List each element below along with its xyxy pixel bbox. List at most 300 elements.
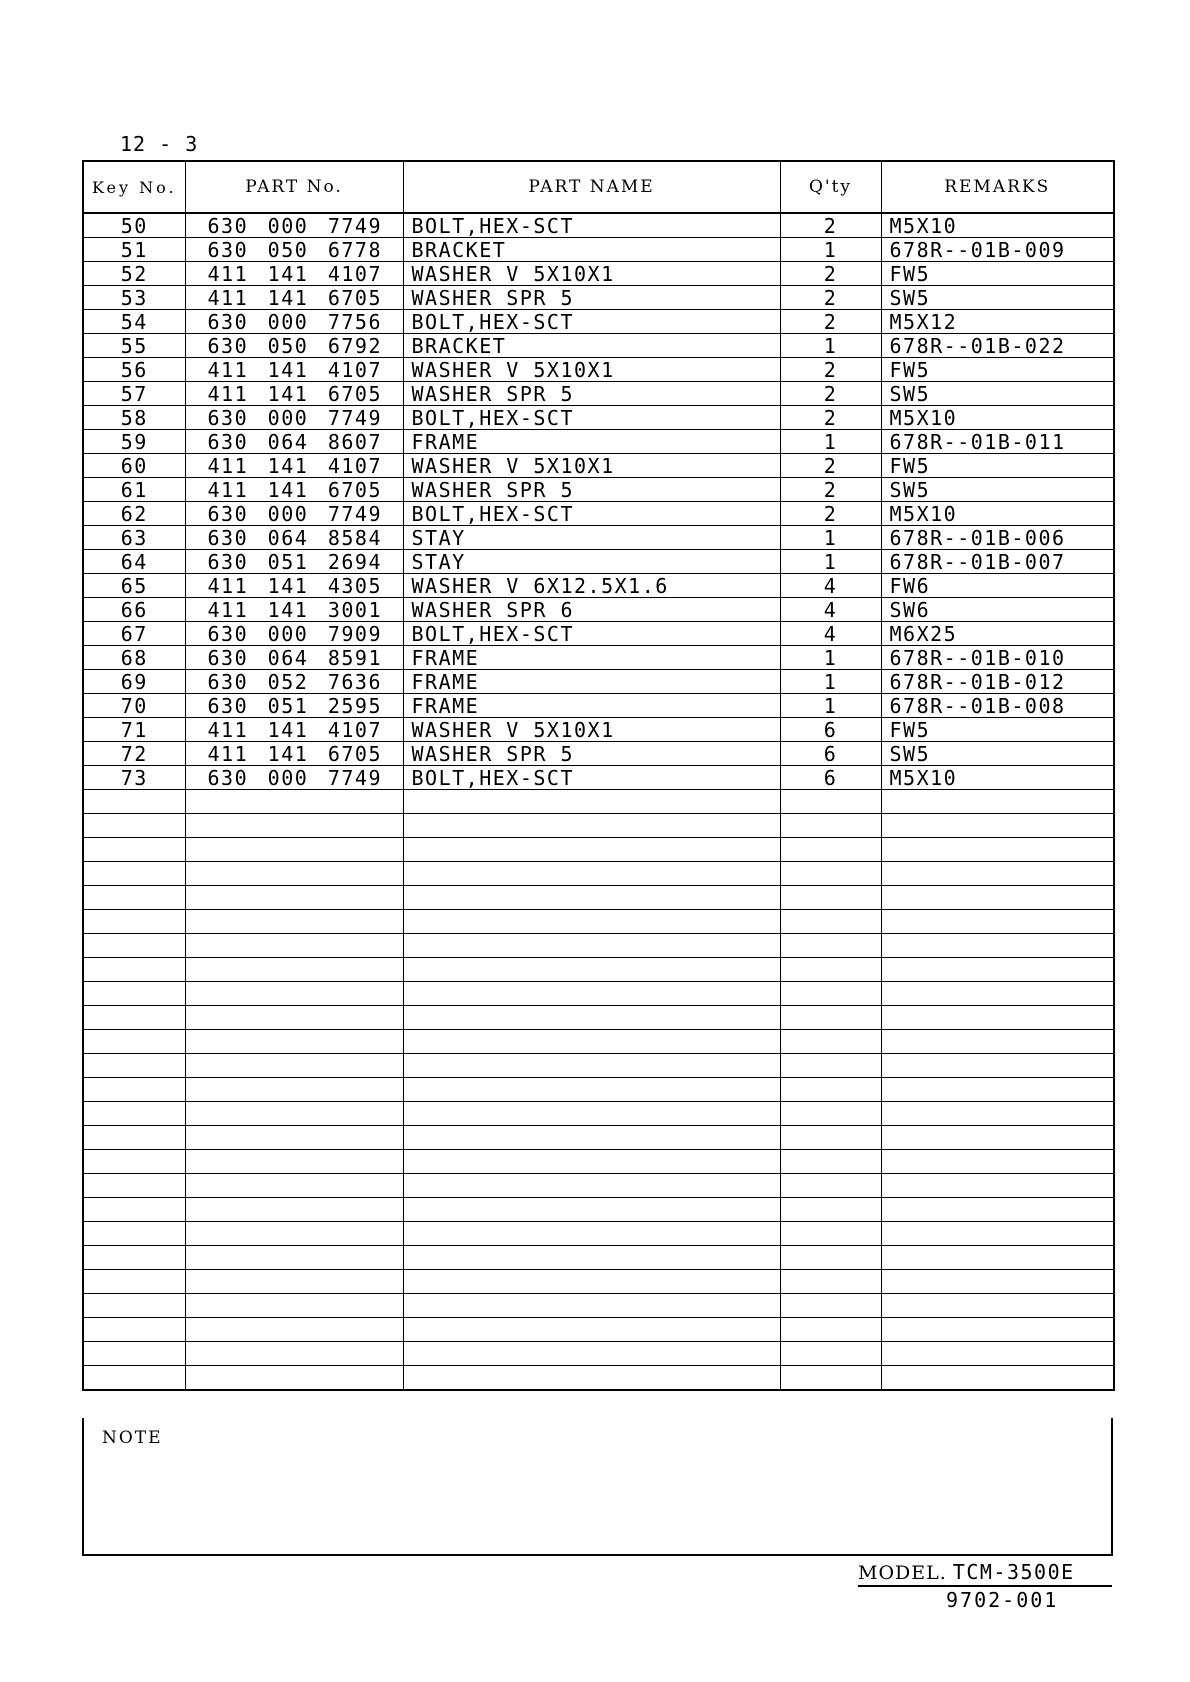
qty-cell — [780, 790, 881, 814]
qty-cell: 1 — [780, 334, 881, 358]
remarks-cell: 678R--01B-010 — [881, 646, 1114, 670]
table-row — [83, 910, 1114, 934]
key-no-cell: 67 — [83, 622, 185, 646]
key-no-cell: 60 — [83, 454, 185, 478]
part-no-cell — [185, 838, 403, 862]
part-no-cell — [185, 886, 403, 910]
header-key-no: Key No. — [83, 161, 185, 213]
part-name-cell — [403, 982, 780, 1006]
part-name-cell: BOLT,HEX-SCT — [403, 310, 780, 334]
part-name-cell: STAY — [403, 550, 780, 574]
part-no-cell — [185, 790, 403, 814]
part-name-cell — [403, 862, 780, 886]
model-label: MODEL. — [858, 1562, 947, 1584]
part-no-cell — [185, 1030, 403, 1054]
part-name-cell: BOLT,HEX-SCT — [403, 406, 780, 430]
part-name-cell: STAY — [403, 526, 780, 550]
qty-cell: 6 — [780, 718, 881, 742]
qty-cell — [780, 838, 881, 862]
part-no-cell: 630 000 7749 — [185, 766, 403, 790]
qty-cell — [780, 1270, 881, 1294]
part-name-cell: WASHER SPR 6 — [403, 598, 780, 622]
part-no-cell: 411 141 6705 — [185, 286, 403, 310]
part-no-cell: 630 064 8607 — [185, 430, 403, 454]
part-no-cell — [185, 1054, 403, 1078]
part-no-cell: 630 051 2694 — [185, 550, 403, 574]
key-no-cell: 51 — [83, 238, 185, 262]
part-name-cell: BOLT,HEX-SCT — [403, 766, 780, 790]
qty-cell — [780, 1294, 881, 1318]
key-no-cell: 65 — [83, 574, 185, 598]
key-no-cell: 70 — [83, 694, 185, 718]
table-row — [83, 814, 1114, 838]
table-row — [83, 862, 1114, 886]
note-label: NOTE — [102, 1428, 163, 1448]
remarks-cell — [881, 1270, 1114, 1294]
remarks-cell — [881, 1078, 1114, 1102]
key-no-cell — [83, 1150, 185, 1174]
part-name-cell: WASHER SPR 5 — [403, 742, 780, 766]
part-no-cell — [185, 958, 403, 982]
remarks-cell — [881, 1126, 1114, 1150]
key-no-cell — [83, 1030, 185, 1054]
key-no-cell: 66 — [83, 598, 185, 622]
part-name-cell — [403, 1246, 780, 1270]
key-no-cell — [83, 1342, 185, 1366]
key-no-cell — [83, 958, 185, 982]
part-name-cell — [403, 910, 780, 934]
part-name-cell: FRAME — [403, 694, 780, 718]
part-name-cell: WASHER V 6X12.5X1.6 — [403, 574, 780, 598]
remarks-cell — [881, 1342, 1114, 1366]
remarks-cell: FW5 — [881, 262, 1114, 286]
remarks-cell: M5X10 — [881, 766, 1114, 790]
part-name-cell — [403, 1174, 780, 1198]
part-name-cell — [403, 814, 780, 838]
table-row — [83, 1102, 1114, 1126]
header-qty: Q'ty — [780, 161, 881, 213]
qty-cell: 2 — [780, 358, 881, 382]
table-row — [83, 1342, 1114, 1366]
part-name-cell: FRAME — [403, 646, 780, 670]
part-no-cell — [185, 1366, 403, 1391]
remarks-cell — [881, 982, 1114, 1006]
table-row — [83, 1198, 1114, 1222]
remarks-cell — [881, 1366, 1114, 1391]
key-no-cell: 59 — [83, 430, 185, 454]
qty-cell — [780, 1222, 881, 1246]
part-no-cell: 411 141 4305 — [185, 574, 403, 598]
table-row — [83, 310, 1114, 334]
table-row — [83, 1054, 1114, 1078]
qty-cell: 2 — [780, 502, 881, 526]
part-no-cell — [185, 1126, 403, 1150]
remarks-cell: SW5 — [881, 742, 1114, 766]
qty-cell — [780, 1246, 881, 1270]
key-no-cell — [83, 1102, 185, 1126]
qty-cell: 1 — [780, 670, 881, 694]
remarks-cell: M5X12 — [881, 310, 1114, 334]
part-no-cell — [185, 1198, 403, 1222]
remarks-cell — [881, 1054, 1114, 1078]
table-row — [83, 886, 1114, 910]
part-name-cell — [403, 1054, 780, 1078]
table-row — [83, 430, 1114, 454]
remarks-cell — [881, 886, 1114, 910]
key-no-cell — [83, 1174, 185, 1198]
key-no-cell: 62 — [83, 502, 185, 526]
part-name-cell: BOLT,HEX-SCT — [403, 213, 780, 238]
qty-cell — [780, 1078, 881, 1102]
qty-cell — [780, 1150, 881, 1174]
qty-cell — [780, 958, 881, 982]
qty-cell: 1 — [780, 550, 881, 574]
key-no-cell: 57 — [83, 382, 185, 406]
table-row — [83, 838, 1114, 862]
qty-cell: 2 — [780, 286, 881, 310]
qty-cell — [780, 1054, 881, 1078]
remarks-cell — [881, 910, 1114, 934]
part-name-cell: FRAME — [403, 670, 780, 694]
qty-cell — [780, 814, 881, 838]
remarks-cell — [881, 1246, 1114, 1270]
key-no-cell — [83, 1006, 185, 1030]
qty-cell: 1 — [780, 694, 881, 718]
key-no-cell — [83, 1198, 185, 1222]
remarks-cell: M5X10 — [881, 213, 1114, 238]
part-no-cell — [185, 1246, 403, 1270]
part-name-cell — [403, 1270, 780, 1294]
part-no-cell: 630 000 7749 — [185, 406, 403, 430]
remarks-cell — [881, 862, 1114, 886]
part-name-cell — [403, 1126, 780, 1150]
remarks-cell — [881, 1150, 1114, 1174]
part-no-cell: 411 141 4107 — [185, 718, 403, 742]
remarks-cell: M5X10 — [881, 502, 1114, 526]
doc-number: 9702-001 — [946, 1588, 1059, 1612]
key-no-cell — [83, 862, 185, 886]
remarks-cell: 678R--01B-007 — [881, 550, 1114, 574]
table-row — [83, 238, 1114, 262]
part-no-cell: 630 064 8584 — [185, 526, 403, 550]
table-row — [83, 550, 1114, 574]
qty-cell: 4 — [780, 574, 881, 598]
part-no-cell — [185, 1150, 403, 1174]
table-row — [83, 574, 1114, 598]
qty-cell — [780, 1174, 881, 1198]
part-name-cell: WASHER SPR 5 — [403, 286, 780, 310]
table-row — [83, 454, 1114, 478]
part-no-cell — [185, 1318, 403, 1342]
remarks-cell — [881, 814, 1114, 838]
key-no-cell: 71 — [83, 718, 185, 742]
model-line — [858, 1560, 1112, 1587]
remarks-cell — [881, 1294, 1114, 1318]
table-row — [83, 526, 1114, 550]
qty-cell: 1 — [780, 238, 881, 262]
qty-cell: 2 — [780, 310, 881, 334]
table-row — [83, 358, 1114, 382]
part-name-cell — [403, 934, 780, 958]
part-no-cell: 411 141 6705 — [185, 742, 403, 766]
part-name-cell — [403, 790, 780, 814]
table-row — [83, 286, 1114, 310]
part-name-cell — [403, 1198, 780, 1222]
table-row — [83, 1150, 1114, 1174]
key-no-cell — [83, 1366, 185, 1391]
qty-cell — [780, 1198, 881, 1222]
key-no-cell: 68 — [83, 646, 185, 670]
qty-cell — [780, 1006, 881, 1030]
table-row — [83, 1030, 1114, 1054]
key-no-cell — [83, 790, 185, 814]
remarks-cell: FW5 — [881, 358, 1114, 382]
qty-cell: 4 — [780, 622, 881, 646]
table-row — [83, 742, 1114, 766]
key-no-cell: 56 — [83, 358, 185, 382]
part-no-cell — [185, 1270, 403, 1294]
qty-cell: 4 — [780, 598, 881, 622]
remarks-cell — [881, 838, 1114, 862]
part-no-cell — [185, 934, 403, 958]
key-no-cell — [83, 886, 185, 910]
table-row — [83, 1366, 1114, 1391]
part-name-cell: WASHER V 5X10X1 — [403, 718, 780, 742]
table-row — [83, 622, 1114, 646]
part-no-cell — [185, 910, 403, 934]
table-row — [83, 262, 1114, 286]
key-no-cell — [83, 1054, 185, 1078]
qty-cell: 1 — [780, 646, 881, 670]
remarks-cell — [881, 1198, 1114, 1222]
part-no-cell — [185, 1222, 403, 1246]
part-name-cell — [403, 838, 780, 862]
table-row — [83, 1270, 1114, 1294]
table-row — [83, 670, 1114, 694]
remarks-cell: 678R--01B-008 — [881, 694, 1114, 718]
key-no-cell — [83, 1078, 185, 1102]
table-row — [83, 646, 1114, 670]
part-name-cell — [403, 1294, 780, 1318]
table-row — [83, 502, 1114, 526]
part-name-cell — [403, 1222, 780, 1246]
remarks-cell — [881, 1030, 1114, 1054]
key-no-cell: 69 — [83, 670, 185, 694]
part-name-cell — [403, 886, 780, 910]
qty-cell — [780, 1342, 881, 1366]
qty-cell — [780, 982, 881, 1006]
remarks-cell: 678R--01B-011 — [881, 430, 1114, 454]
part-no-cell: 411 141 4107 — [185, 262, 403, 286]
header-part-no: PART No. — [185, 161, 403, 213]
table-header-row — [83, 161, 1114, 213]
part-name-cell — [403, 1366, 780, 1391]
header-part-name: PART NAME — [403, 161, 780, 213]
table-row — [83, 1174, 1114, 1198]
key-no-cell: 52 — [83, 262, 185, 286]
key-no-cell — [83, 934, 185, 958]
remarks-cell: FW5 — [881, 454, 1114, 478]
remarks-cell: 678R--01B-006 — [881, 526, 1114, 550]
qty-cell: 2 — [780, 382, 881, 406]
table-row — [83, 406, 1114, 430]
remarks-cell: SW6 — [881, 598, 1114, 622]
qty-cell — [780, 886, 881, 910]
key-no-cell — [83, 982, 185, 1006]
table-row — [83, 1222, 1114, 1246]
part-name-cell: WASHER SPR 5 — [403, 382, 780, 406]
remarks-cell: 678R--01B-012 — [881, 670, 1114, 694]
part-no-cell — [185, 1006, 403, 1030]
remarks-cell — [881, 1318, 1114, 1342]
part-name-cell: FRAME — [403, 430, 780, 454]
part-no-cell: 411 141 6705 — [185, 382, 403, 406]
qty-cell: 6 — [780, 766, 881, 790]
table-row — [83, 790, 1114, 814]
remarks-cell: SW5 — [881, 382, 1114, 406]
remarks-cell: SW5 — [881, 286, 1114, 310]
table-row — [83, 1246, 1114, 1270]
table-row — [83, 766, 1114, 790]
part-name-cell: WASHER V 5X10X1 — [403, 262, 780, 286]
remarks-cell — [881, 790, 1114, 814]
part-no-cell: 630 051 2595 — [185, 694, 403, 718]
part-no-cell: 630 064 8591 — [185, 646, 403, 670]
key-no-cell: 72 — [83, 742, 185, 766]
remarks-cell: M5X10 — [881, 406, 1114, 430]
table-row — [83, 694, 1114, 718]
part-no-cell: 411 141 4107 — [185, 454, 403, 478]
key-no-cell — [83, 1318, 185, 1342]
note-box — [82, 1418, 1113, 1556]
key-no-cell: 55 — [83, 334, 185, 358]
table-row — [83, 1078, 1114, 1102]
part-no-cell: 630 000 7749 — [185, 502, 403, 526]
table-row — [83, 934, 1114, 958]
part-name-cell — [403, 1078, 780, 1102]
part-name-cell — [403, 1006, 780, 1030]
parts-table — [82, 160, 1115, 1391]
part-no-cell — [185, 982, 403, 1006]
qty-cell: 2 — [780, 478, 881, 502]
part-name-cell: BRACKET — [403, 238, 780, 262]
key-no-cell — [83, 838, 185, 862]
key-no-cell: 61 — [83, 478, 185, 502]
part-no-cell: 411 141 6705 — [185, 478, 403, 502]
part-name-cell: WASHER SPR 5 — [403, 478, 780, 502]
part-no-cell: 630 050 6792 — [185, 334, 403, 358]
part-name-cell: WASHER V 5X10X1 — [403, 454, 780, 478]
remarks-cell — [881, 934, 1114, 958]
table-row — [83, 1126, 1114, 1150]
part-no-cell — [185, 1174, 403, 1198]
qty-cell: 2 — [780, 454, 881, 478]
part-no-cell: 411 141 4107 — [185, 358, 403, 382]
qty-cell — [780, 934, 881, 958]
key-no-cell — [83, 1246, 185, 1270]
key-no-cell — [83, 814, 185, 838]
part-name-cell — [403, 1342, 780, 1366]
part-no-cell — [185, 1078, 403, 1102]
part-name-cell — [403, 1030, 780, 1054]
table-row — [83, 382, 1114, 406]
qty-cell: 1 — [780, 430, 881, 454]
key-no-cell — [83, 1126, 185, 1150]
remarks-cell: FW6 — [881, 574, 1114, 598]
key-no-cell — [83, 910, 185, 934]
part-no-cell — [185, 862, 403, 886]
page-number: 12 - 3 — [120, 132, 199, 156]
part-name-cell: BOLT,HEX-SCT — [403, 502, 780, 526]
part-name-cell: BOLT,HEX-SCT — [403, 622, 780, 646]
part-no-cell: 630 000 7909 — [185, 622, 403, 646]
remarks-cell — [881, 958, 1114, 982]
part-name-cell — [403, 1318, 780, 1342]
part-name-cell — [403, 958, 780, 982]
table-row — [83, 598, 1114, 622]
qty-cell — [780, 862, 881, 886]
key-no-cell: 53 — [83, 286, 185, 310]
key-no-cell — [83, 1270, 185, 1294]
table-row — [83, 334, 1114, 358]
model-value: TCM-3500E — [952, 1560, 1075, 1584]
key-no-cell — [83, 1222, 185, 1246]
remarks-cell: FW5 — [881, 718, 1114, 742]
key-no-cell: 58 — [83, 406, 185, 430]
key-no-cell: 64 — [83, 550, 185, 574]
key-no-cell: 54 — [83, 310, 185, 334]
qty-cell: 6 — [780, 742, 881, 766]
remarks-cell: SW5 — [881, 478, 1114, 502]
qty-cell — [780, 910, 881, 934]
part-no-cell: 630 000 7749 — [185, 213, 403, 238]
part-no-cell: 630 052 7636 — [185, 670, 403, 694]
qty-cell: 2 — [780, 213, 881, 238]
table-row — [83, 1318, 1114, 1342]
qty-cell — [780, 1366, 881, 1391]
part-no-cell — [185, 1342, 403, 1366]
part-no-cell: 630 050 6778 — [185, 238, 403, 262]
table-row — [83, 478, 1114, 502]
table-row — [83, 213, 1114, 238]
qty-cell: 1 — [780, 526, 881, 550]
key-no-cell: 50 — [83, 213, 185, 238]
table-row — [83, 982, 1114, 1006]
remarks-cell — [881, 1174, 1114, 1198]
remarks-cell — [881, 1222, 1114, 1246]
key-no-cell — [83, 1294, 185, 1318]
qty-cell: 2 — [780, 262, 881, 286]
qty-cell — [780, 1030, 881, 1054]
part-name-cell: BRACKET — [403, 334, 780, 358]
remarks-cell: 678R--01B-009 — [881, 238, 1114, 262]
key-no-cell: 73 — [83, 766, 185, 790]
remarks-cell — [881, 1006, 1114, 1030]
part-no-cell: 411 141 3001 — [185, 598, 403, 622]
part-no-cell — [185, 1102, 403, 1126]
part-name-cell — [403, 1102, 780, 1126]
table-row — [83, 718, 1114, 742]
part-no-cell: 630 000 7756 — [185, 310, 403, 334]
header-remarks: REMARKS — [881, 161, 1114, 213]
part-no-cell — [185, 814, 403, 838]
table-row — [83, 1006, 1114, 1030]
qty-cell — [780, 1102, 881, 1126]
remarks-cell — [881, 1102, 1114, 1126]
key-no-cell: 63 — [83, 526, 185, 550]
parts-table-body — [83, 213, 1114, 1390]
remarks-cell: M6X25 — [881, 622, 1114, 646]
